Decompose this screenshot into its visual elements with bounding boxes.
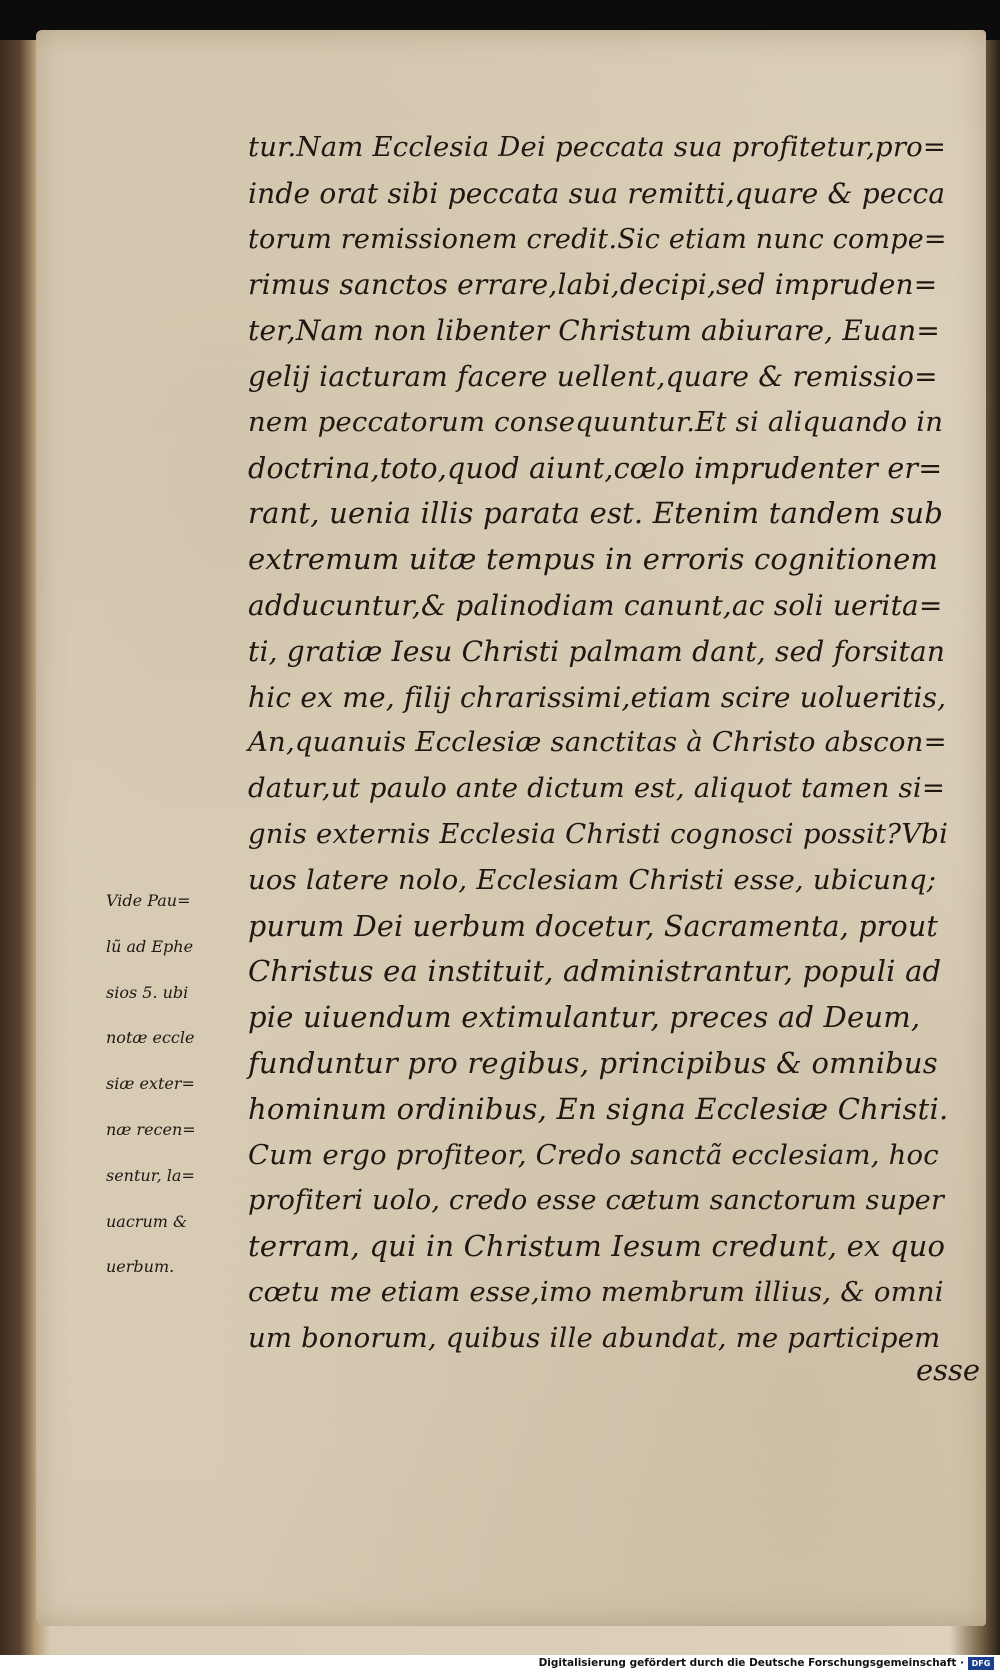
- book-page: [36, 30, 986, 1626]
- margin-note-line: siæ exter=: [106, 1074, 195, 1094]
- marginal-note: [106, 878, 286, 1290]
- text-line: tur.Nam Ecclesia Dei peccata sua profitetur,pro=: [248, 131, 947, 163]
- margin-note-line: Vide Pau=: [106, 891, 191, 910]
- text-line: gnis externis Ecclesia Christi cognosci possit?Vbi: [248, 817, 949, 850]
- text-line: hic ex me, filij chrarissimi,etiam scire uolueritis,: [248, 680, 947, 714]
- margin-note-line: sios 5. ubi: [106, 982, 189, 1002]
- text-line: ter,Nam non libenter Christum abiurare, Euan=: [248, 314, 941, 348]
- text-line: purum Dei uerbum docetur, Sacramenta, prout: [248, 909, 939, 943]
- text-line: Christus ea instituit, administrantur, populi ad: [248, 954, 942, 989]
- text-line: torum remissionem credit.Sic etiam nunc compe=: [248, 223, 947, 255]
- text-line: extremum uitæ tempus in erroris cognitionem: [248, 542, 939, 577]
- text-line: rant, uenia illis parata est. Etenim tandem sub: [248, 496, 943, 531]
- text-line: Cum ergo profiteor, Credo sanctã ecclesiam, hoc: [248, 1138, 939, 1171]
- text-line: rimus sanctos errare,labi,decipi,sed impruden=: [248, 268, 938, 302]
- margin-note-line: næ recen=: [106, 1119, 196, 1139]
- text-line: datur,ut paulo ante dictum est, aliquot tamen si=: [248, 772, 946, 805]
- funding-credit: Digitalisierung gefördert durch die Deutsche Forschungsgemeinschaft ·: [538, 1657, 964, 1669]
- text-line: um bonorum, quibus ille abundat, me participem: [248, 1321, 941, 1354]
- text-line: terram, qui in Christum Iesum credunt, ex quo: [248, 1229, 946, 1264]
- text-line: ti, gratiæ Iesu Christi palmam dant, sed forsitan: [248, 634, 946, 668]
- margin-note-line: sentur, la=: [106, 1165, 195, 1185]
- text-line: doctrina,toto,quod aiunt,cœlo imprudenter er=: [248, 451, 943, 485]
- margin-note-line: uerbum.: [106, 1257, 175, 1277]
- catchword: esse: [916, 1353, 981, 1387]
- text-line: An,quanuis Ecclesiæ sanctitas à Christo abscon=: [248, 726, 947, 759]
- text-line: gelij iacturam facere uellent,quare & remissio=: [248, 359, 938, 393]
- text-line: inde orat sibi peccata sua remitti,quare & pecca: [248, 176, 946, 210]
- text-line: cœtu me etiam esse,imo membrum illius, & omni: [248, 1275, 944, 1308]
- text-line: hominum ordinibus, En signa Ecclesiæ Christi.: [248, 1091, 949, 1126]
- text-line: pie uiuendum extimulantur, preces ad Deum,: [248, 1000, 921, 1035]
- text-line: uos latere nolo, Ecclesiam Christi esse, ubicunq;: [248, 863, 937, 896]
- dfg-logo: DFG: [968, 1657, 994, 1670]
- text-line: adducuntur,& palinodiam canunt,ac soli uerita=: [248, 588, 943, 622]
- main-text-block: [248, 125, 948, 1362]
- text-line: profiteri uolo, credo esse cætum sanctorum super: [248, 1185, 945, 1217]
- margin-note-line: uacrum &: [106, 1211, 188, 1231]
- margin-note-line: lũ ad Ephe: [106, 936, 194, 956]
- text-line: nem peccatorum consequuntur.Et si aliquando in: [248, 405, 944, 438]
- margin-note-line: notæ eccle: [106, 1028, 195, 1048]
- text-line: funduntur pro regibus, principibus & omnibus: [248, 1045, 938, 1080]
